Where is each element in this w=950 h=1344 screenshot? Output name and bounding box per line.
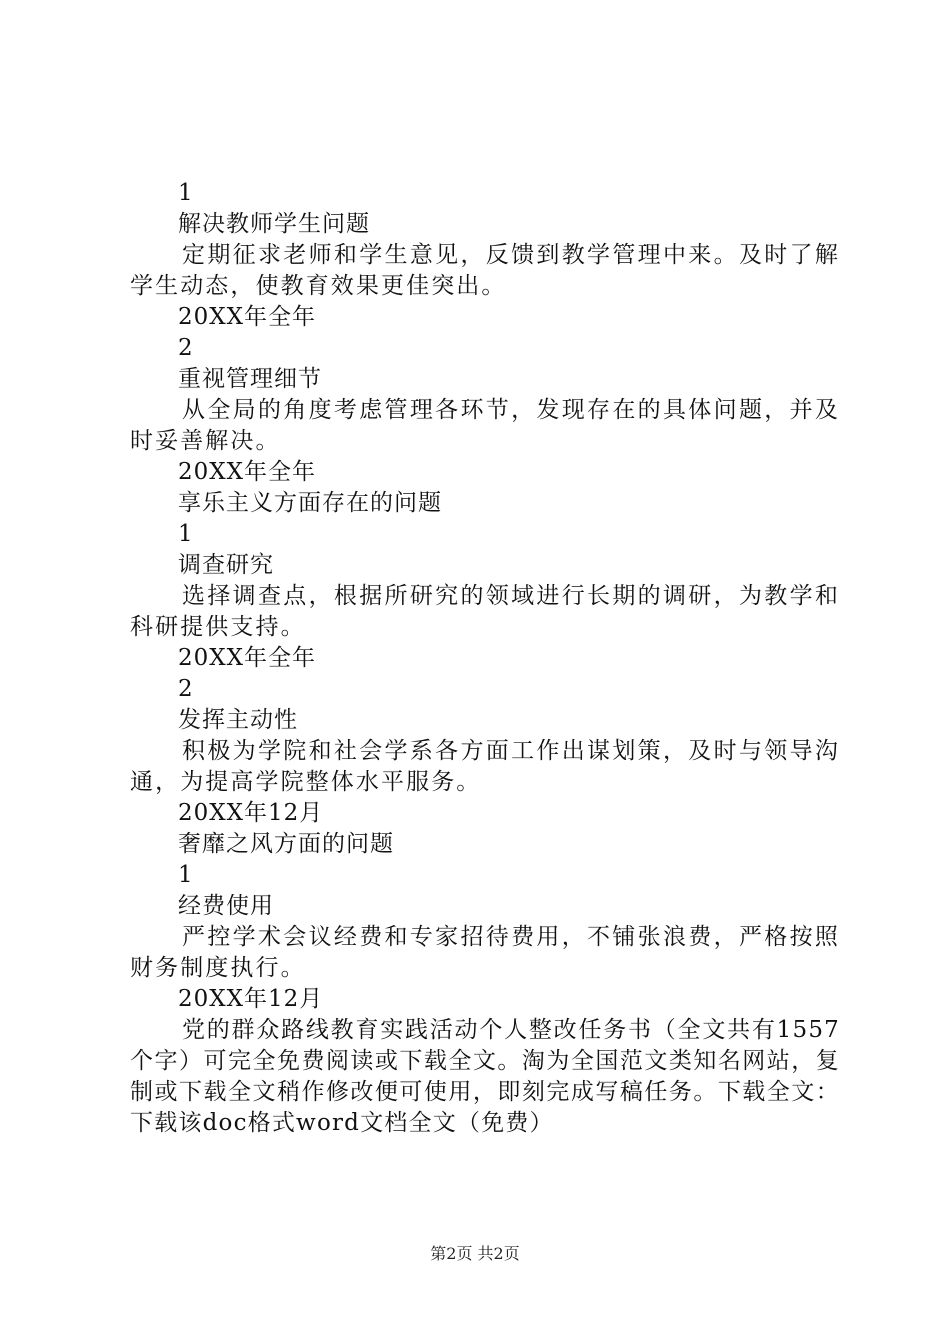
item-description: 从全局的角度考虑管理各环节，发现存在的具体问题，并及时妥善解决。 [130, 397, 840, 454]
item-title: 发挥主动性 [178, 707, 298, 733]
item-number: 1 [178, 521, 194, 547]
item-description: 积极为学院和社会学系各方面工作出谋划策，及时与领导沟通，为提高学院整体水平服务。 [130, 738, 840, 795]
item-description: 选择调查点，根据所研究的领域进行长期的调研，为教学和科研提供支持。 [130, 583, 840, 640]
item-deadline: 20XX年全年 [178, 459, 317, 485]
item-description: 严控学术会议经费和专家招待费用，不铺张浪费，严格按照财务制度执行。 [130, 924, 840, 981]
item-number: 2 [178, 335, 194, 361]
item-title: 调查研究 [178, 552, 274, 578]
item-number: 1 [178, 862, 194, 888]
item-number: 1 [178, 180, 194, 206]
item-deadline: 20XX年12月 [178, 986, 324, 1012]
section-heading: 享乐主义方面存在的问题 [178, 490, 442, 516]
item-deadline: 20XX年12月 [178, 800, 324, 826]
item-number: 2 [178, 676, 194, 702]
item-title: 经费使用 [178, 893, 274, 919]
page-footer: 第2页 共2页 [430, 1244, 520, 1263]
item-title: 重视管理细节 [178, 366, 322, 392]
item-deadline: 20XX年全年 [178, 645, 317, 671]
document-body [130, 178, 840, 1139]
download-notice: 党的群众路线教育实践活动个人整改任务书（全文共有1557个字）可完全免费阅读或下载全文。淘为全国范文类知名网站，复制或下载全文稍作修改便可使用，即刻完成写稿任务。下载全文：下载该doc格式word文档全文（免费） [130, 1017, 840, 1136]
item-deadline: 20XX年全年 [178, 304, 317, 330]
item-title: 解决教师学生问题 [178, 211, 370, 237]
section-heading: 奢靡之风方面的问题 [178, 831, 394, 857]
item-description: 定期征求老师和学生意见，反馈到教学管理中来。及时了解学生动态，使教育效果更佳突出。 [130, 242, 840, 299]
